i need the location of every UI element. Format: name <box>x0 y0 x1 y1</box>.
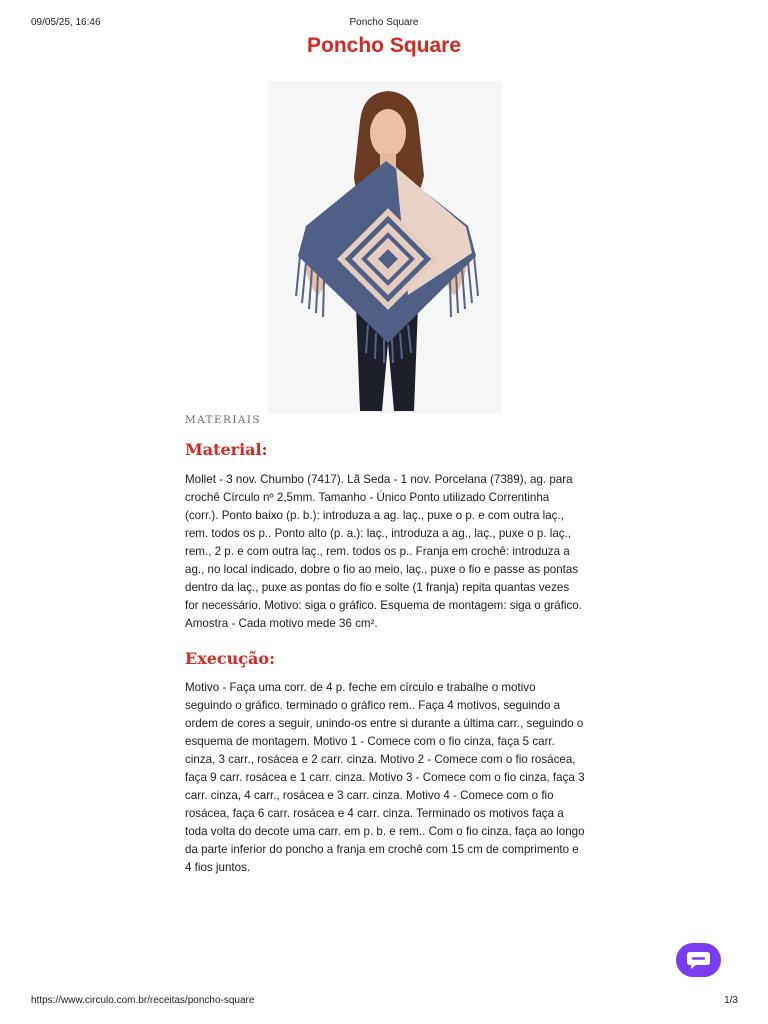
print-page-number: 1/3 <box>724 995 738 1006</box>
execucao-heading: Execução: <box>185 649 275 668</box>
material-text: Mollet - 3 nov. Chumbo (7417). Lã Seda - 1 nov. Porcelana (7389), ag. para crochê Círculo nº 2,5mm. Tamanho - Único Ponto utilizado Correntinha (corr.). Ponto baixo (p. b.): introduza a ag. laç., puxe o p. e com outra laç., rem. todos os p.. Ponto alto (p. a.): laç., introduza a ag., laç., puxe o p. laç., rem., 2 p. e com outra laç., rem. todos os p.. Franja em crochê: introduza a ag., no local indicado, dobre o fio ao meio, laç., puxe o fio e passe as pontas dentro da laç., puxe as pontas do fio e solte (1 franja) repita quantas vezes for necessário. Motivo: siga o gráfico. Esquema de montagem: siga o gráfico. Amostra - Cada motivo mede 36 cm². <box>185 473 582 630</box>
product-photo <box>268 81 502 413</box>
chat-bubble-icon <box>686 949 711 971</box>
chat-button[interactable] <box>676 943 721 977</box>
print-datetime: 09/05/25, 16:46 <box>31 17 101 28</box>
execucao-text: Motivo - Faça uma corr. de 4 p. feche em círculo e trabalhe o motivo seguindo o gráfico. terminado o gráfico rem.. Faça 4 motivos, seguindo a ordem de cores a seguir, unindo-os entre si durante a última carr., seguindo o esquema de montagem. Motivo 1 - Comece com o fio cinza, faça 5 carr. cinza, 3 carr., rosácea e 2 carr. cinza. Motivo 2 - Comece com o fio rosácea, faça 9 carr. rosácea e 1 carr. cinza. Motivo 3 - Comece com o fio cinza, faça 3 carr. cinza, 4 carr., rosácea e 3 carr. cinza. Motivo 4 - Comece com o fio rosácea, faça 6 carr. rosácea e 4 carr. cinza. Terminado os motivos faça a toda volta do decote uma carr. em p. b. e rem.. Com o fio cinza, faça ao longo da parte inferior do poncho a franja em crochê com 15 cm de comprimento e 4 fios juntos. <box>185 681 585 874</box>
print-doc-title: Poncho Square <box>349 17 419 28</box>
material-heading: Material: <box>185 440 268 459</box>
print-footer-url: https://www.circulo.com.br/receitas/poncho-square <box>31 995 255 1006</box>
page-title: Poncho Square <box>306 34 462 57</box>
section-label: MATERIAIS <box>185 414 262 426</box>
